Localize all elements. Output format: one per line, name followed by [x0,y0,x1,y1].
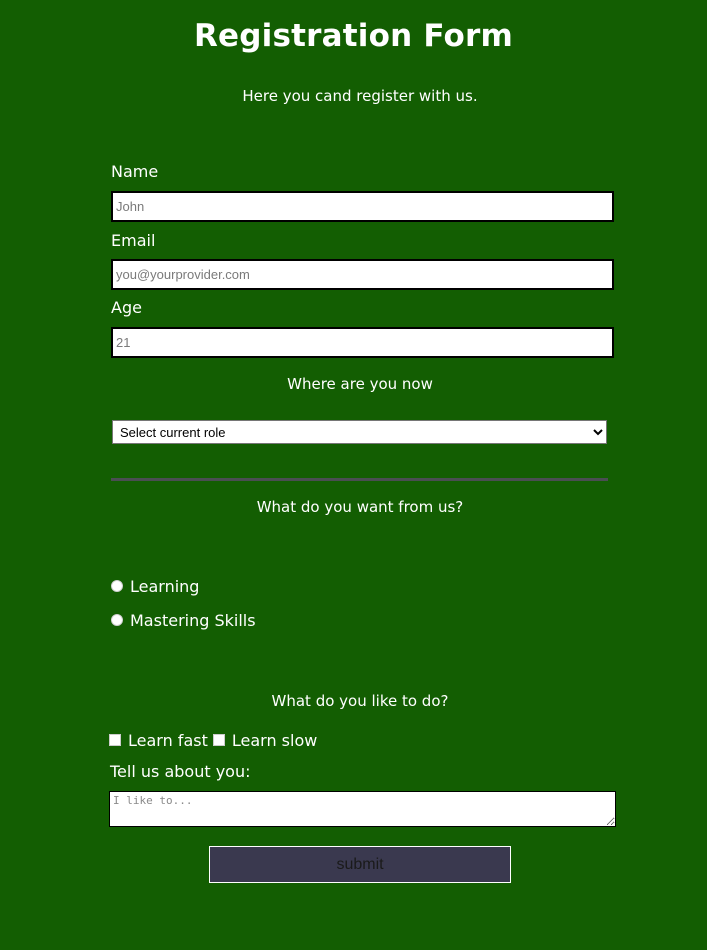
radio-option-mastering-skills[interactable] [111,609,256,631]
submit-button[interactable]: submit [209,846,511,883]
form-description: Here you cand register with us. [242,87,478,105]
email-input[interactable] [111,259,614,290]
checkbox-label: Learn fast [128,730,208,750]
location-heading: Where are you now [287,375,433,393]
name-label: Name [111,162,159,181]
checkbox-learn-fast[interactable] [109,734,121,746]
radio-option-learning[interactable] [111,575,199,597]
name-input[interactable] [111,191,614,222]
about-label: Tell us about you: [110,762,251,781]
want-heading: What do you want from us? [256,498,464,516]
role-select[interactable] [112,420,607,444]
age-label: Age [111,298,142,317]
like-options [109,729,317,751]
checkbox-learn-slow[interactable] [213,734,225,746]
age-input[interactable] [111,327,614,358]
radio-button[interactable] [111,614,123,626]
like-heading: What do you like to do? [271,692,449,710]
radio-button[interactable] [111,580,123,592]
checkbox-label: Learn slow [231,730,318,750]
radio-label: Mastering Skills [130,610,256,630]
radio-label: Learning [130,576,200,596]
about-textarea[interactable] [109,791,616,827]
email-label: Email [111,231,156,250]
divider [111,478,608,481]
page-title: Registration Form [193,18,513,54]
